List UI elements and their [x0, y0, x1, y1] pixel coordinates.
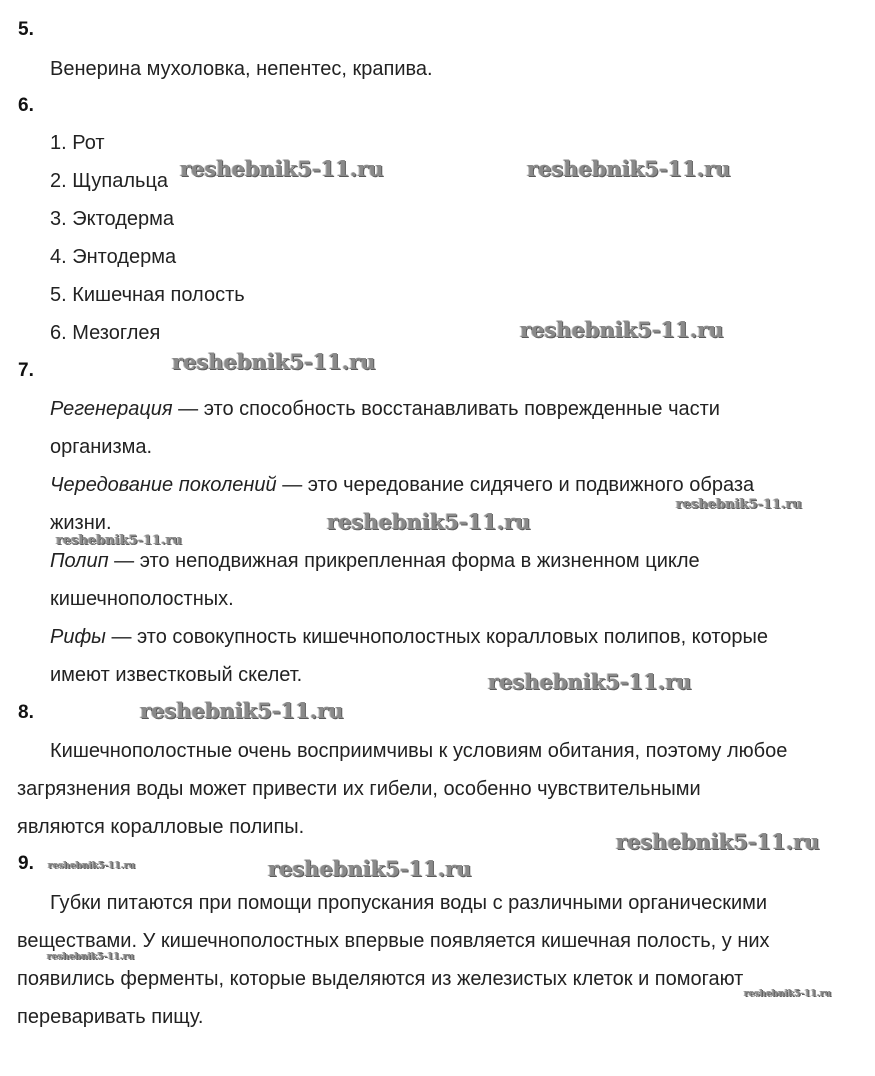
list-item: 5. Кишечная полость — [50, 284, 245, 306]
paragraph-line: Кишечнополостные очень восприимчивы к условиям обитания, поэтому любое — [50, 740, 788, 762]
watermark: reshebnik5-11.ru — [47, 952, 135, 962]
watermark: reshebnik5-11.ru — [527, 156, 731, 181]
definition-line — [50, 625, 768, 649]
definition-continuation: имеют известковый скелет. — [50, 664, 303, 686]
section-number: 6. — [18, 95, 34, 116]
definition-text: — это неподвижная прикрепленная форма в жизненном цикле — [108, 550, 700, 572]
definition-line — [50, 397, 720, 421]
paragraph-line: Губки питаются при помощи пропускания воды с различными органическими — [50, 892, 768, 914]
definition-line — [50, 473, 754, 497]
definition-term: Регенерация — [50, 398, 173, 420]
definition-text: — это совокупность кишечнополостных коралловых полипов, которые — [105, 626, 769, 648]
answer-text: Венерина мухоловка, непентес, крапива. — [50, 58, 433, 80]
section-number: 9. — [18, 853, 34, 874]
definition-term: Полип — [50, 550, 109, 572]
watermark: reshebnik5-11.ru — [520, 317, 724, 342]
watermark: reshebnik5-11.ru — [676, 497, 803, 512]
watermark: reshebnik5-11.ru — [327, 509, 531, 534]
section-number: 5. — [18, 19, 34, 40]
watermark: reshebnik5-11.ru — [268, 856, 472, 881]
list-item: 1. Рот — [50, 132, 105, 154]
watermark: reshebnik5-11.ru — [56, 533, 183, 548]
definition-text: — это чередование сидячего и подвижного образа — [276, 474, 755, 496]
definition-term: Рифы — [50, 626, 106, 648]
definition-text: — это способность восстанавливать поврежденные части — [172, 398, 720, 420]
definition-continuation: организма. — [50, 436, 153, 458]
watermark: reshebnik5-11.ru — [180, 156, 384, 181]
definition-continuation: жизни. — [50, 512, 112, 534]
paragraph-line: веществами. У кишечнополостных впервые появляется кишечная полость, у них — [17, 930, 770, 952]
watermark: reshebnik5-11.ru — [488, 669, 692, 694]
paragraph-line: загрязнения воды может привести их гибели, особенно чувствительными — [17, 778, 701, 800]
paragraph-line: являются коралловые полипы. — [17, 816, 305, 838]
section-number: 8. — [18, 702, 34, 723]
watermark: reshebnik5-11.ru — [616, 829, 820, 854]
list-item: 4. Энтодерма — [50, 246, 177, 268]
list-item: 2. Щупальца — [50, 170, 169, 192]
watermark: reshebnik5-11.ru — [140, 698, 344, 723]
paragraph-line: появились ферменты, которые выделяются из железистых клеток и помогают — [17, 968, 744, 990]
section-number: 7. — [18, 360, 34, 381]
definition-continuation: кишечнополостных. — [50, 588, 234, 610]
definition-line — [50, 549, 700, 573]
paragraph-line: переваривать пищу. — [17, 1006, 204, 1028]
list-item: 3. Эктодерма — [50, 208, 174, 230]
watermark: reshebnik5-11.ru — [744, 989, 832, 999]
watermark: reshebnik5-11.ru — [172, 349, 376, 374]
list-item: 6. Мезоглея — [50, 322, 161, 344]
watermark: reshebnik5-11.ru — [48, 861, 136, 871]
definition-term: Чередование поколений — [50, 474, 277, 496]
